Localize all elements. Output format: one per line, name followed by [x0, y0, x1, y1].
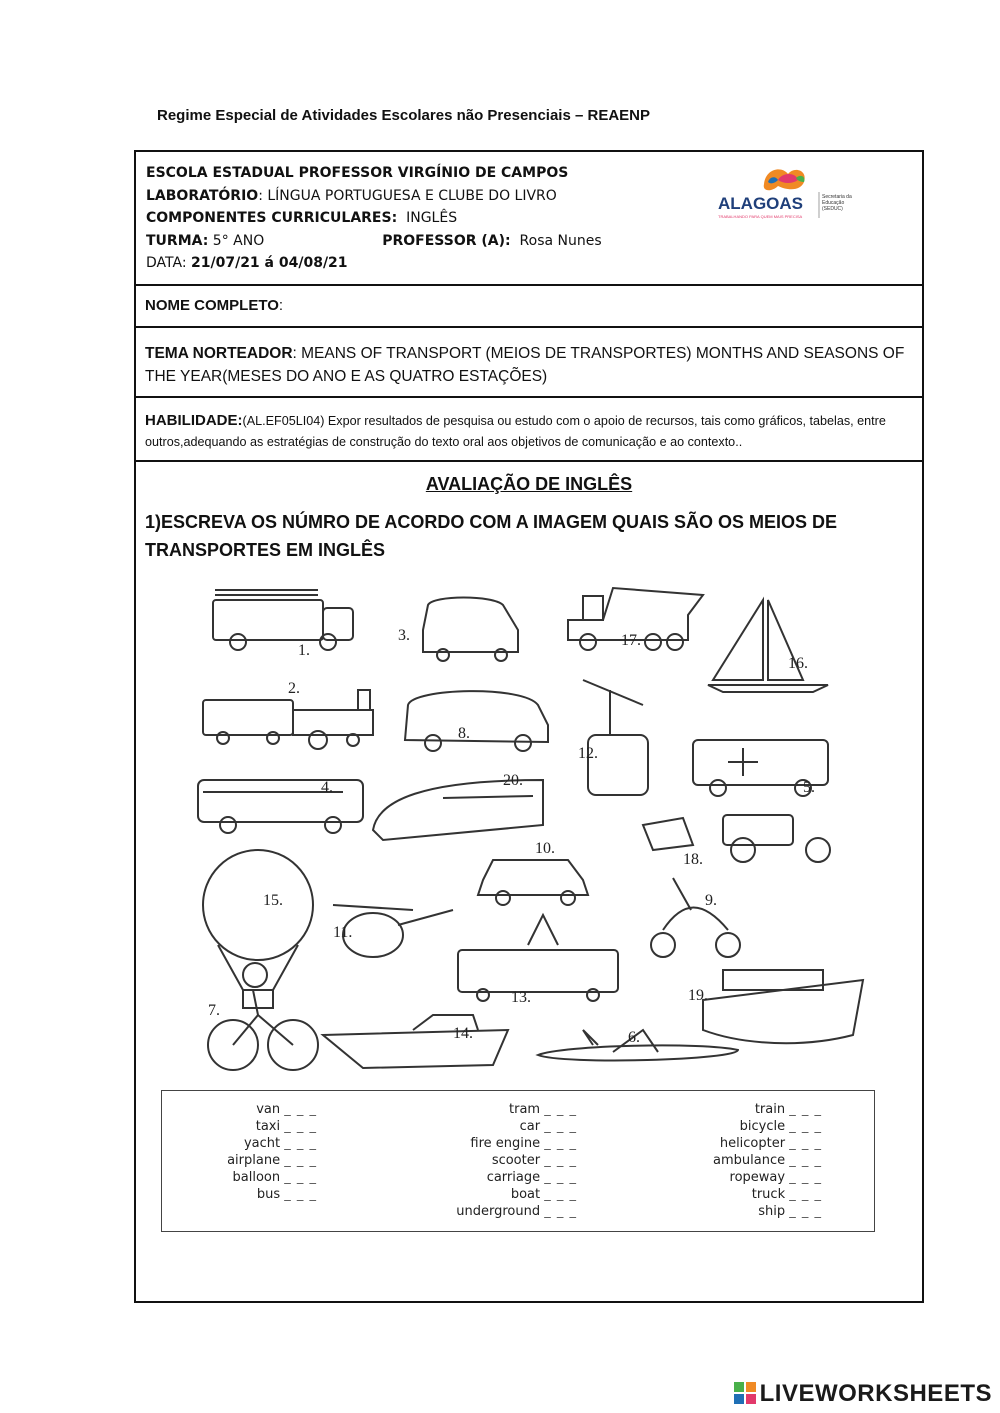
- logo-brand: ALAGOAS: [718, 194, 803, 213]
- word-item: yacht _ _ _: [243, 1136, 317, 1151]
- turma-label: TURMA:: [146, 232, 209, 249]
- boat-icon: [323, 1015, 508, 1068]
- divider: [136, 284, 922, 286]
- tema-norteador: [145, 342, 905, 388]
- tram-icon: [458, 915, 618, 1001]
- vehicle-number: 15.: [263, 892, 283, 909]
- components-label: COMPONENTES CURRICULARES:: [146, 210, 398, 226]
- train-icon: [203, 690, 373, 749]
- avaliacao-title: [136, 474, 922, 495]
- watermark-text: LIVEWORKSHEETS: [759, 1380, 992, 1407]
- word-item: tram _ _ _: [509, 1102, 577, 1117]
- word-item: taxi _ _ _: [255, 1119, 317, 1134]
- vehicle-number: 7.: [208, 1002, 220, 1019]
- high-speed-train-icon: [373, 780, 543, 840]
- tema-label: TEMA NORTEADOR: [145, 345, 293, 362]
- habilidade: [145, 410, 920, 453]
- word-bank-column-1: [202, 1101, 317, 1203]
- alagoas-logo-icon: [716, 162, 866, 222]
- vehicle-number: 6.: [628, 1029, 640, 1046]
- word-item: underground _ _ _: [456, 1204, 577, 1219]
- word-item: fire engine _ _ _: [470, 1136, 577, 1151]
- vehicle-number: 11.: [333, 924, 353, 941]
- word-item: van _ _ _: [256, 1102, 317, 1117]
- vehicle-number: 10.: [535, 840, 555, 857]
- vehicle-number: 5.: [803, 779, 815, 796]
- word-item: boat _ _ _: [510, 1187, 577, 1202]
- bicycle-icon: [208, 963, 318, 1070]
- vehicle-number: 12.: [578, 745, 598, 762]
- vehicle-number: 3.: [398, 627, 410, 644]
- nome-completo-field[interactable]: [145, 297, 283, 314]
- vehicle-number: 18.: [683, 851, 703, 868]
- professor-value: Rosa Nunes: [519, 232, 602, 249]
- van-icon: [405, 691, 548, 751]
- scooter-icon: [651, 878, 740, 957]
- word-item: carriage _ _ _: [486, 1170, 577, 1185]
- fire-engine-icon: [213, 590, 353, 650]
- divider: [136, 396, 922, 398]
- vehicle-number: 8.: [458, 725, 470, 742]
- nome-suffix: :: [278, 297, 284, 314]
- liveworksheets-logo-icon: [734, 1382, 756, 1404]
- vehicle-number: 20.: [503, 772, 523, 789]
- date-value: 21/07/21 á 04/08/21: [191, 255, 348, 271]
- avaliacao-text: AVALIAÇÃO DE INGLÊS: [425, 474, 633, 494]
- vehicle-number: 13.: [511, 989, 531, 1006]
- word-bank-column-3: [682, 1101, 822, 1220]
- taxi-icon: [478, 860, 588, 905]
- school-info: [146, 162, 602, 275]
- professor-label: PROFESSOR (A):: [382, 232, 511, 249]
- ropeway-icon: [583, 680, 648, 795]
- word-bank: [161, 1090, 875, 1232]
- word-item: train _ _ _: [754, 1102, 822, 1117]
- date-label: DATA:: [146, 255, 187, 271]
- word-item: ship _ _ _: [758, 1204, 822, 1219]
- word-item: bicycle _ _ _: [739, 1119, 822, 1134]
- word-item: helicopter _ _ _: [719, 1136, 822, 1151]
- page-header: Regime Especial de Atividades Escolares não Presenciais – REAENP: [157, 107, 651, 124]
- word-item: balloon _ _ _: [232, 1170, 317, 1185]
- vehicle-number: 17.: [621, 632, 641, 649]
- sailboat-icon: [708, 600, 828, 692]
- balloon-icon: [203, 850, 313, 1008]
- carriage-icon: [643, 815, 830, 862]
- vehicle-number: 9.: [705, 892, 717, 909]
- vehicle-number: 1.: [298, 642, 310, 659]
- alagoas-logo: [716, 162, 866, 222]
- tema-text: : MEANS OF TRANSPORT (MEIOS DE TRANSPORTES) MONTHS AND SEASONS OF THE YEAR(MESES DO ANO E AS QUATRO ESTAÇÕES): [145, 345, 905, 385]
- liveworksheets-watermark: [734, 1380, 992, 1408]
- word-item: bus _ _ _: [256, 1187, 317, 1202]
- habilidade-text: (AL.EF05LI04) Expor resultados de pesquisa ou estudo com o apoio de recursos, tais como gráficos, tabelas, entre outros,adequando as estratégias de construção do texto oral aos objetivos de comunicação e ao contexto..: [145, 414, 886, 449]
- car-icon: [423, 598, 518, 662]
- nome-label: NOME COMPLETO: [145, 297, 279, 314]
- word-item: ambulance _ _ _: [713, 1153, 822, 1168]
- turma-value: 5° ANO: [212, 232, 265, 249]
- word-item: scooter _ _ _: [491, 1153, 577, 1168]
- logo-secretaria: Secretaria da Educação (SEDUC): [822, 194, 852, 212]
- school-name: ESCOLA ESTADUAL PROFESSOR VIRGÍNIO DE CAMPOS: [146, 165, 569, 181]
- word-bank-column-2: [417, 1101, 577, 1220]
- vehicle-number: 16.: [788, 655, 808, 672]
- word-item: car _ _ _: [519, 1119, 577, 1134]
- divider: [136, 460, 922, 462]
- components-value: INGLÊS: [406, 210, 458, 226]
- lab-value: : LÍNGUA PORTUGUESA E CLUBE DO LIVRO: [258, 187, 557, 204]
- lab-label: LABORATÓRIO: [146, 187, 259, 204]
- vehicle-number: 4.: [321, 779, 333, 796]
- question-1: 1)ESCREVA OS NÚMRO DE ACORDO COM A IMAGEM QUAIS SÃO OS MEIOS DE TRANSPORTES EM INGLÊS: [145, 512, 838, 560]
- logo-tagline: TRABALHANDO PARA QUEM MAIS PRECISA: [718, 214, 803, 219]
- word-item: truck _ _ _: [751, 1187, 822, 1202]
- ship-icon: [703, 970, 863, 1043]
- word-item: airplane _ _ _: [227, 1153, 317, 1168]
- habilidade-label: HABILIDADE:: [145, 412, 243, 429]
- divider: [136, 326, 922, 328]
- vehicle-number: 2.: [288, 680, 300, 697]
- vehicle-number: 14.: [453, 1025, 473, 1042]
- word-item: ropeway _ _ _: [729, 1170, 822, 1185]
- vehicle-number: 19.: [688, 987, 708, 1004]
- bus-icon: [198, 780, 363, 833]
